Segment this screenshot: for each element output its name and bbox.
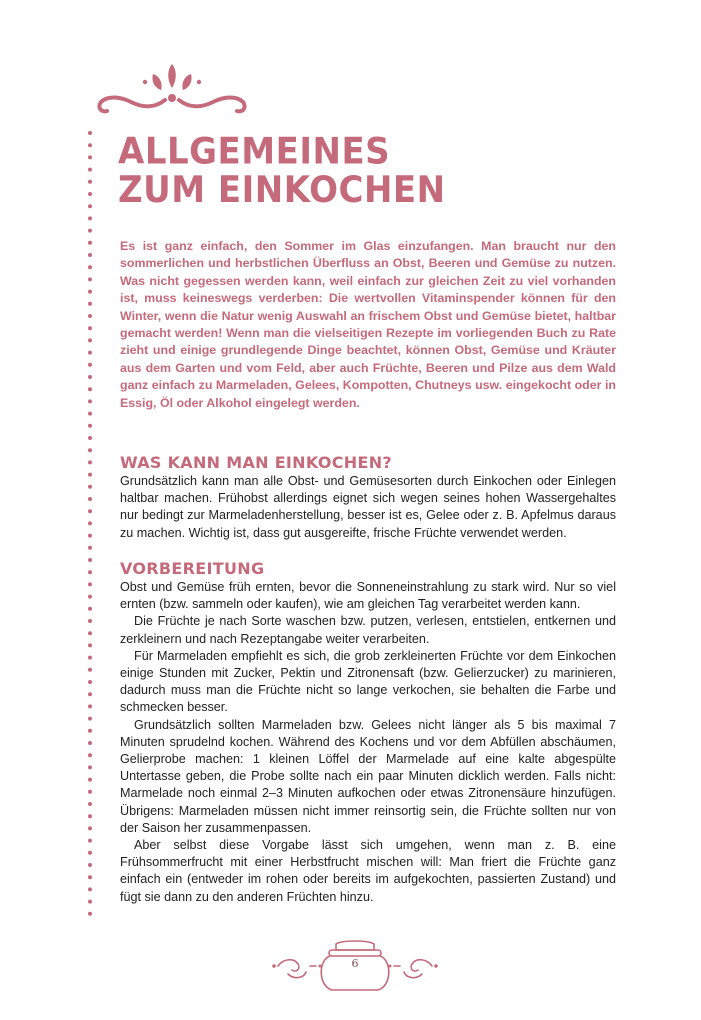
dot	[88, 241, 92, 245]
dot	[88, 192, 92, 196]
dot	[88, 802, 92, 806]
dot	[88, 302, 92, 306]
dot	[88, 753, 92, 757]
dot	[88, 436, 92, 440]
page-title	[118, 129, 638, 212]
body-paragraph: Grundsätzlich sollten Marmeladen bzw. Gelees nicht länger als 5 bis maximal 7 Minuten sprudelnd kochen. Während des Kochens und vor dem Abfüllen abschäumen, Gelierprobe machen: 1 kleinen Löffel der Marmelade auf eine kalte abgespülte Untertasse geben, die Probe sollte nach ein paar Minuten dicklich werden. Falls nicht: Marmelade noch einmal 2–3 Minuten aufkochen oder etwas Zitronensäure hinzufügen. Übrigens: Marmeladen müssen nicht immer reinsortig sein, die Früchte sollten nur von der Saison her zusammenpassen.	[120, 717, 616, 835]
dot	[88, 741, 92, 745]
dot	[88, 607, 92, 611]
page-number: 6	[351, 957, 359, 970]
dot	[88, 277, 92, 281]
body-paragraph: Die Früchte je nach Sorte waschen bzw. putzen, verlesen, entstielen, entkernen und zerkleinern und nach Rezeptangabe weiter verarbeiten.	[120, 614, 616, 646]
body-paragraph: Obst und Gemüse früh ernten, bevor die Sonneneinstrahlung zu stark wird. Nur so viel ernten (bzw. sammeln oder kaufen), wie am gleichen Tag verarbeitet werden kann.	[120, 580, 616, 612]
dot	[88, 265, 92, 269]
dot	[88, 326, 92, 330]
dot	[88, 863, 92, 867]
dot	[88, 826, 92, 830]
dot	[88, 570, 92, 574]
dot	[88, 485, 92, 489]
dot	[88, 473, 92, 477]
section-body-was-kann-man-einkochen	[120, 473, 616, 542]
dot	[88, 717, 92, 721]
body-paragraph: Aber selbst diese Vorgabe lässt sich umgehen, wenn man z. B. eine Frühsommerfrucht mit einer Herbstfrucht mischen will: Man friert die Früchte ganz einfach ein (entweder im rohen oder bereits im aufgekochten, passierten Zustand) und fügt sie dann zu den anderen Früchten hinzu.	[120, 838, 616, 904]
dot	[88, 497, 92, 501]
dot	[88, 887, 92, 891]
dot	[88, 900, 92, 904]
dot	[88, 790, 92, 794]
dot	[88, 668, 92, 672]
dot	[88, 582, 92, 586]
dot	[88, 290, 92, 294]
dot	[88, 680, 92, 684]
dot	[88, 729, 92, 733]
dot	[88, 509, 92, 513]
dot	[88, 387, 92, 391]
dot	[88, 534, 92, 538]
dot	[88, 363, 92, 367]
dot	[88, 619, 92, 623]
dot	[88, 521, 92, 525]
dot	[88, 155, 92, 159]
dot	[88, 216, 92, 220]
dot	[88, 314, 92, 318]
dot	[88, 631, 92, 635]
body-paragraph: Für Marmeladen empfiehlt es sich, die grob zerkleinerten Früchte vor dem Einkochen einige Stunden mit Zucker, Pektin und Zitronensaft (bzw. Gelierzucker) zu marinieren, dadurch muss man die Früchte nicht so lange verkochen, sie behalten die Farbe und schmecken besser.	[120, 648, 616, 715]
page-title-line-2: ZUM EINKOCHEN	[118, 168, 446, 212]
dot	[88, 814, 92, 818]
dot	[88, 131, 92, 135]
dot	[88, 168, 92, 172]
page-footer	[270, 936, 440, 994]
flourish-ornament-icon	[85, 60, 265, 122]
page-title-line-1: ALLGEMEINES	[118, 129, 391, 174]
dot	[88, 778, 92, 782]
dot	[88, 351, 92, 355]
dot	[88, 692, 92, 696]
body-paragraph: Grundsätzlich kann man alle Obst- und Gemüsesorten durch Einkochen oder Einlegen haltbar machen. Frühobst allerdings eignet sich wegen seines hohen Wassergehaltes nur bedingt zur Marmeladenherstellung, besser ist es, Gelee oder z. B. Apfelmus daraus zu machen. Wichtig ist, dass gut ausgereifte, frische Früchte verwendet werden.	[120, 474, 616, 540]
dot	[88, 851, 92, 855]
dot	[88, 143, 92, 147]
dot	[88, 229, 92, 233]
intro-paragraph: Es ist ganz einfach, den Sommer im Glas einzufangen. Man braucht nur den sommerlichen und herbstlichen Überfluss an Obst, Beeren und Gemüse zu nutzen. Was nicht gegessen werden kann, weil einfach zur gleichen Zeit zu viel vorhanden ist, muss keineswegs verderben: Die wertvollen Vitaminspender können für den Winter, wenn die Natur wenig Auswahl an frischem Obst und Gemüse bietet, haltbar gemacht werden! Wenn man die vielseitigen Rezepte im vorliegenden Buch zu Rate zieht und einige grundlegende Dinge beachtet, können Obst, Gemüse und Kräuter aus dem Garten und vom Feld, aber auch Früchte, Beeren und Pilze aus dem Wald ganz einfach zu Marmeladen, Gelees, Kompotten, Chutneys usw. eingekocht oder in Essig, Öl oder Alkohol eingelegt werden.	[120, 239, 616, 410]
dot	[88, 399, 92, 403]
dot	[88, 338, 92, 342]
dot	[88, 704, 92, 708]
dot	[88, 912, 92, 916]
section-body-vorbereitung	[120, 579, 616, 906]
dotted-line-icon	[85, 128, 95, 928]
section-heading-was-kann-man-einkochen: WAS KANN MAN EINKOCHEN?	[120, 453, 392, 472]
dot	[88, 448, 92, 452]
dot	[88, 253, 92, 257]
dot	[88, 460, 92, 464]
dot	[88, 558, 92, 562]
dot	[88, 424, 92, 428]
dot	[88, 643, 92, 647]
dot	[88, 180, 92, 184]
dot	[88, 839, 92, 843]
dot	[88, 765, 92, 769]
dot	[88, 204, 92, 208]
section-heading-vorbereitung: VORBEREITUNG	[120, 559, 265, 578]
dot	[88, 875, 92, 879]
dot	[88, 656, 92, 660]
dot	[88, 412, 92, 416]
dot	[88, 595, 92, 599]
dot	[88, 546, 92, 550]
dot	[88, 375, 92, 379]
